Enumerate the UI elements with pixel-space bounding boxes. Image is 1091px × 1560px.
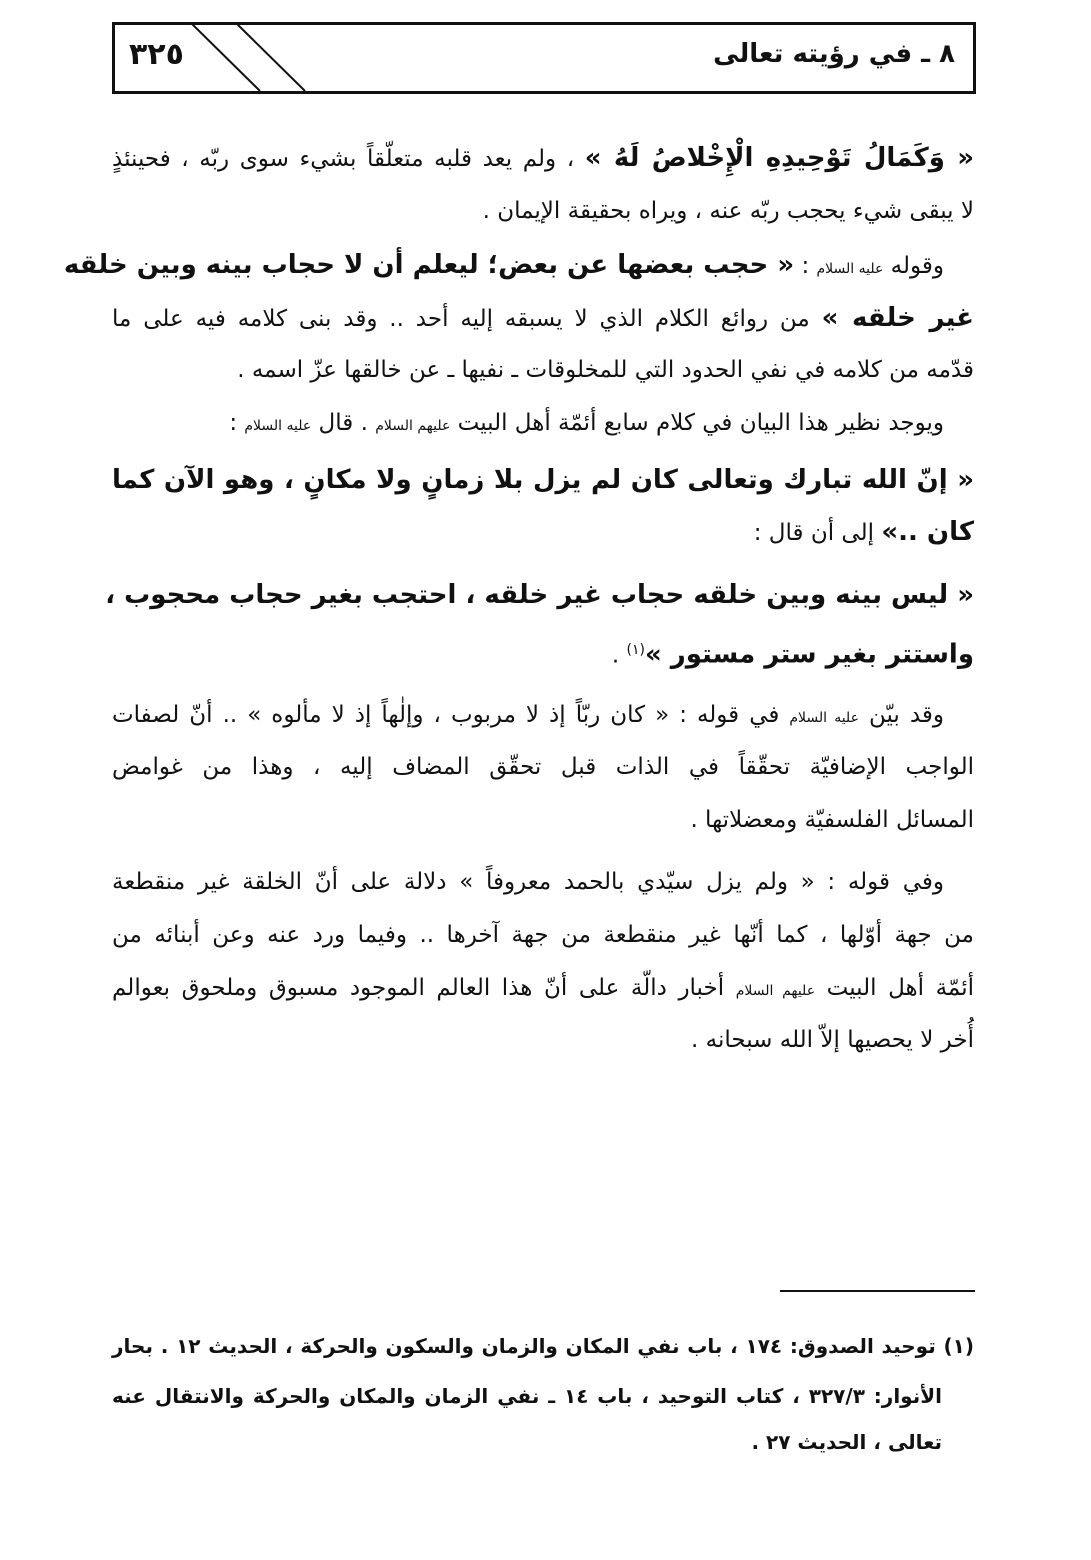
footnote-separator: [780, 1290, 975, 1292]
quote-line: واستتر بغير ستر مستور »$^{(١)}$ .: [611, 639, 974, 670]
text-line: وفي قوله : « ولم يزل سيّدي بالحمد معروفاً » دلالة على أنّ الخلقة غير منقطعة: [112, 869, 944, 895]
text-line: كان ..» إلى أن قال :: [753, 517, 974, 547]
text-line: الواجب الإضافيّة تحقّقاً في الذات قبل تحقّق المضاف إليه ، وهذا من غوامض: [112, 754, 974, 780]
footnote-line: تعالى ، الحديث ٢٧ .: [751, 1430, 942, 1454]
footnote-line: (١) توحيد الصدوق: ١٧٤ ، باب نفي المكان والزمان والسكون والحركة ، الحديث ١٢ . بحار: [112, 1334, 974, 1358]
footnote-line: الأنوار: ٣٢٧/٣ ، كتاب التوحيد ، باب ١٤ ـ نفي الزمان والمكان والحركة والانتقال عنه: [112, 1384, 942, 1408]
page-number: ٣٢٥: [129, 37, 184, 72]
text-line: قدّمه من كلامه في نفي الحدود التي للمخلوقات ـ نفيها ـ عن خالقها عزّ اسمه .: [237, 357, 974, 383]
text-line: المسائل الفلسفيّة ومعضلاتها .: [690, 807, 974, 833]
text-line: وقوله عليه السلام : « حجب بعضها عن بعض؛ ليعلم أن لا حجاب بينه وبين خلقه: [63, 250, 944, 280]
chapter-title: ٨ ـ في رؤيته تعالى: [713, 39, 955, 69]
text-line: أئمّة أهل البيت عليهم السلام أخبار دالّة على أنّ هذا العالم الموجود مسبوق وملحوق بعوالم: [112, 975, 975, 1001]
text-line: « وَكَمَالُ تَوْحِيدِهِ الْإِخْلاصُ لَهُ » ، ولم يعد قلبه متعلّقاً بشيء سوى ربّه ، فحينئذٍ: [112, 143, 974, 173]
footnote-ref: (١): [626, 642, 645, 658]
text-line: أُخر لا يحصيها إلاّ الله سبحانه .: [691, 1027, 974, 1053]
text-line: وقد بيّن عليه السلام في قوله : « كان ربّاً إذ لا مربوب ، وإلٰهاً إذ لا مألوه » .. أنّ لصفات: [112, 702, 944, 728]
text-line: لا يبقى شيء يحجب ربّه عنه ، ويراه بحقيقة الإيمان .: [482, 198, 974, 224]
quote-line: « ليس بينه وبين خلقه حجاب غير خلقه ، احتجب بغير حجاب محجوب ،: [105, 580, 974, 610]
quote-line: « إنّ الله تبارك وتعالى كان لم يزل بلا زمانٍ ولا مكانٍ ، وهو الآن كما: [112, 465, 974, 495]
text-line: غير خلقه » من روائع الكلام الذي لا يسبقه إليه أحد .. وقد بنى كلامه فيه على ما: [112, 303, 974, 333]
text-line: ويوجد نظير هذا البيان في كلام سابع أئمّة أهل البيت عليهم السلام . قال عليه السلام :: [229, 410, 944, 436]
running-header: [112, 22, 976, 94]
text-line: من جهة أوّلها ، كما أنّها غير منقطعة من جهة آخرها .. وفيما ورد عنه وعن أبنائه من: [112, 922, 974, 948]
